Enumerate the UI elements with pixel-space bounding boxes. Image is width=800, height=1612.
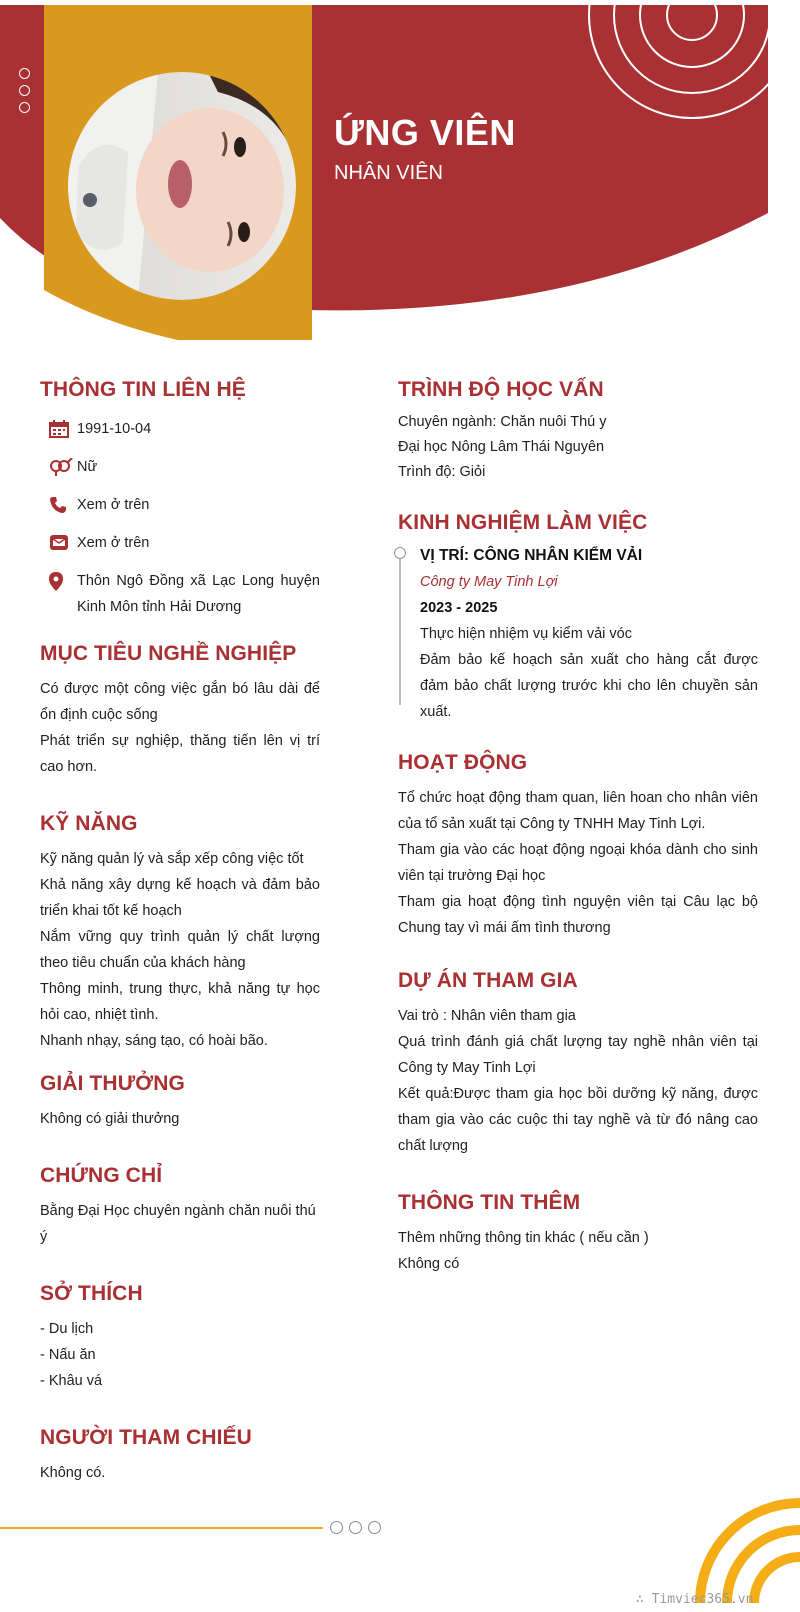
experience-item <box>398 543 758 725</box>
skills-section <box>40 810 320 1054</box>
additional-info-line: Không có <box>398 1256 460 1272</box>
location-icon <box>40 568 68 594</box>
header-dots <box>19 68 31 119</box>
career-goal-section <box>40 640 320 780</box>
project-line: Vai trò : Nhân viên tham gia <box>398 1008 576 1024</box>
activity-line: Tổ chức hoạt động tham quan, liên hoan cho nhân viên của tổ sản xuất tại Công ty TNHH May Tinh Lợi. <box>398 790 758 832</box>
activities-title: HOẠT ĐỘNG <box>398 751 528 774</box>
experience-company: Công ty May Tinh Lợi <box>420 574 558 590</box>
awards-section <box>40 1070 320 1132</box>
certificates-title: CHỨNG CHỈ <box>40 1164 163 1187</box>
footer-divider <box>0 1527 323 1529</box>
experience-section <box>398 509 758 725</box>
birthday-value: 1991-10-04 <box>77 421 152 437</box>
contact-row-gender <box>40 454 320 480</box>
education-line: Chuyên ngành: Chăn nuôi Thú y <box>398 414 607 430</box>
skill-line: Thông minh, trung thực, khả năng tự học hỏi cao, nhiệt tình. <box>40 981 320 1023</box>
candidate-name: ỨNG VIÊN <box>334 112 516 153</box>
project-line: Kết quả:Được tham gia học bồi dưỡng kỹ năng, được tham gia vào các cuộc thi tay nghề và từ đó nâng cao chất lượng <box>398 1086 758 1154</box>
career-goal-line: Có được một công việc gắn bó lâu dài để ổn định cuộc sống <box>40 681 320 723</box>
experience-position: VỊ TRÍ: CÔNG NHÂN KIỂM VẢI <box>420 547 643 564</box>
email-icon <box>40 530 68 556</box>
left-column <box>40 376 320 1486</box>
timeline-line <box>399 553 401 705</box>
avatar-photo <box>68 72 296 300</box>
skill-line: Kỹ năng quản lý và sắp xếp công việc tốt <box>40 851 304 867</box>
activity-line: Tham gia hoạt động tình nguyện viên tại Câu lạc bộ Chung tay vì mái ấm tình thương <box>398 894 758 936</box>
additional-info-line: Thêm những thông tin khác ( nếu cần ) <box>398 1230 649 1246</box>
footer-dots <box>330 1521 381 1534</box>
education-line: Trình độ: Giỏi <box>398 464 486 480</box>
additional-info-title: THÔNG TIN THÊM <box>398 1191 581 1214</box>
education-section <box>398 376 758 485</box>
activity-line: Tham gia vào các hoạt động ngoại khóa dành cho sinh viên tại trường Đại học <box>398 842 758 884</box>
certificate-line: Bằng Đại Học chuyên ngành chăn nuôi thú ý <box>40 1203 316 1245</box>
contact-row-birthday <box>40 416 320 442</box>
experience-line: Thực hiện nhiệm vụ kiểm vải vóc <box>420 626 632 642</box>
experience-line: Đảm bảo kế hoạch sản xuất cho hàng cắt được đảm bảo chất lượng trước khi cho lên chuyền sản xuất. <box>420 652 758 720</box>
projects-section <box>398 967 758 1159</box>
career-goal-line: Phát triển sự nghiệp, thăng tiến lên vị trí cao hơn. <box>40 733 320 775</box>
address-value: Thôn Ngô Đồng xã Lạc Long huyện Kinh Môn tỉnh Hải Dương <box>77 573 320 615</box>
skill-line: Nắm vững quy trình quản lý chất lượng theo tiêu chuẩn của khách hàng <box>40 929 320 971</box>
contact-row-email <box>40 530 320 556</box>
references-section <box>40 1424 320 1486</box>
phone-value: Xem ở trên <box>77 497 150 513</box>
contact-section <box>40 376 320 620</box>
phone-icon <box>40 492 68 518</box>
additional-info-section <box>398 1189 758 1277</box>
skill-line: Nhanh nhạy, sáng tạo, có hoài bão. <box>40 1033 268 1049</box>
education-line: Đại học Nông Lâm Thái Nguyên <box>398 439 605 455</box>
calendar-icon <box>40 416 68 442</box>
career-goal-title: MỤC TIÊU NGHỀ NGHIỆP <box>40 642 297 665</box>
certificates-section <box>40 1162 320 1250</box>
references-title: NGƯỜI THAM CHIẾU <box>40 1426 252 1449</box>
skills-title: KỸ NĂNG <box>40 812 138 835</box>
hobby-line: - Du lịch <box>40 1321 94 1337</box>
education-title: TRÌNH ĐỘ HỌC VẤN <box>398 378 604 401</box>
right-column <box>398 376 758 1277</box>
experience-period: 2023 - 2025 <box>420 600 498 616</box>
hobby-line: - Nấu ăn <box>40 1347 96 1363</box>
candidate-role: NHÂN VIÊN <box>334 162 443 184</box>
project-line: Quá trình đánh giá chất lượng tay nghề nhân viên tại Công ty May Tinh Lợi <box>398 1034 758 1076</box>
reference-line: Không có. <box>40 1465 106 1481</box>
gender-value: Nữ <box>77 459 98 475</box>
hobbies-section <box>40 1280 320 1394</box>
awards-title: GIẢI THƯỞNG <box>40 1072 185 1095</box>
contact-title: THÔNG TIN LIÊN HỆ <box>40 378 246 401</box>
hobbies-title: SỞ THÍCH <box>40 1282 143 1305</box>
hobby-line: - Khâu vá <box>40 1373 103 1389</box>
award-line: Không có giải thưởng <box>40 1111 180 1127</box>
experience-title: KINH NGHIỆM LÀM VIỆC <box>398 511 648 534</box>
skill-line: Khả năng xây dựng kế hoạch và đảm bảo triển khai tốt kế hoạch <box>40 877 320 919</box>
contact-row-address <box>40 568 320 620</box>
projects-title: DỰ ÁN THAM GIA <box>398 969 578 992</box>
email-value: Xem ở trên <box>77 535 150 551</box>
gender-icon <box>40 454 68 480</box>
activities-section <box>398 749 758 941</box>
contact-row-phone <box>40 492 320 518</box>
timeline-dot <box>394 547 406 559</box>
watermark-text: ∴ Timviec365.vn <box>636 1592 754 1607</box>
